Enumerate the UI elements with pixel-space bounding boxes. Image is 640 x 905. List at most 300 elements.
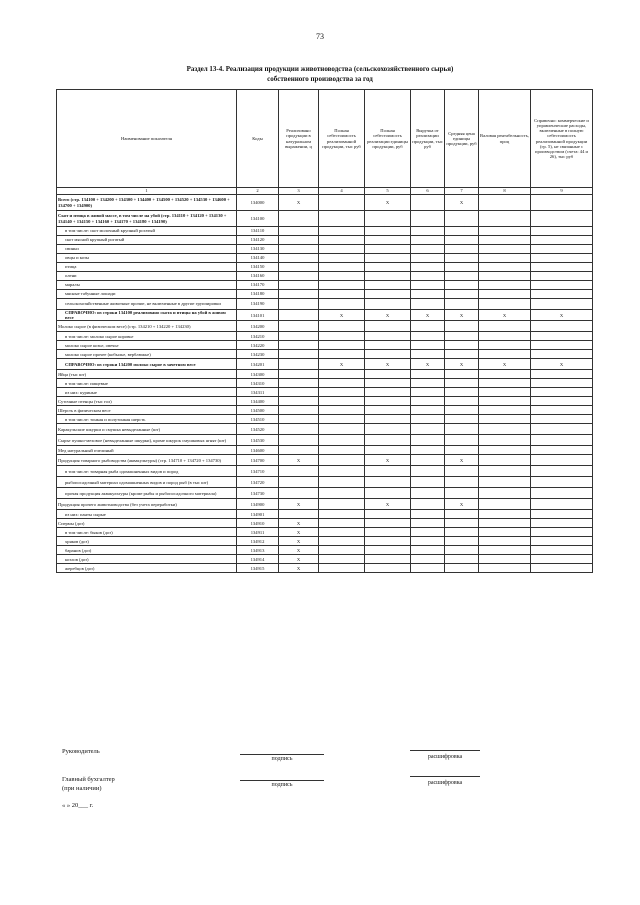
- value-cell[interactable]: [479, 564, 531, 573]
- value-cell[interactable]: [531, 455, 593, 466]
- value-cell[interactable]: [411, 341, 445, 350]
- value-cell[interactable]: [445, 424, 479, 435]
- value-cell[interactable]: [531, 350, 593, 359]
- row-code: 134700: [237, 455, 279, 466]
- value-cell[interactable]: [479, 397, 531, 406]
- value-cell[interactable]: [479, 477, 531, 488]
- head-label: Руководитель: [62, 748, 100, 755]
- value-cell[interactable]: [279, 254, 319, 263]
- value-cell[interactable]: [445, 379, 479, 388]
- value-cell[interactable]: [479, 435, 531, 446]
- value-cell[interactable]: [279, 350, 319, 359]
- value-cell[interactable]: [531, 546, 593, 555]
- value-cell[interactable]: [411, 435, 445, 446]
- value-cell[interactable]: [411, 537, 445, 546]
- accountant-sign-line[interactable]: [240, 780, 324, 781]
- value-cell[interactable]: [531, 415, 593, 424]
- value-cell[interactable]: [531, 388, 593, 397]
- table-row: [57, 477, 593, 488]
- table-row: [57, 263, 593, 272]
- value-cell: X: [531, 310, 593, 321]
- value-cell[interactable]: [365, 350, 411, 359]
- value-cell[interactable]: [365, 537, 411, 546]
- value-cell[interactable]: [319, 510, 365, 519]
- value-cell[interactable]: [479, 379, 531, 388]
- value-cell[interactable]: [279, 211, 319, 227]
- value-cell[interactable]: [445, 263, 479, 272]
- value-cell[interactable]: [531, 528, 593, 537]
- value-cell[interactable]: [445, 519, 479, 528]
- value-cell[interactable]: [445, 528, 479, 537]
- value-cell[interactable]: [479, 466, 531, 477]
- table-row: [57, 227, 593, 236]
- value-cell[interactable]: [479, 415, 531, 424]
- table-row: [57, 236, 593, 245]
- value-cell[interactable]: [531, 435, 593, 446]
- value-cell[interactable]: [319, 397, 365, 406]
- value-cell[interactable]: [319, 341, 365, 350]
- row-name: из них: панты сырые: [57, 510, 237, 519]
- value-cell[interactable]: [365, 406, 411, 415]
- value-cell[interactable]: [479, 299, 531, 310]
- table-row: [57, 488, 593, 499]
- value-cell[interactable]: [279, 370, 319, 379]
- value-cell[interactable]: [279, 341, 319, 350]
- value-cell[interactable]: [445, 254, 479, 263]
- value-cell[interactable]: [365, 227, 411, 236]
- value-cell[interactable]: [365, 263, 411, 272]
- value-cell[interactable]: [319, 519, 365, 528]
- row-code: 134300: [237, 370, 279, 379]
- value-cell[interactable]: [365, 299, 411, 310]
- value-cell[interactable]: [445, 537, 479, 546]
- row-code: 134520: [237, 424, 279, 435]
- value-cell[interactable]: [411, 499, 445, 510]
- value-cell[interactable]: [531, 555, 593, 564]
- value-cell[interactable]: [279, 245, 319, 254]
- value-cell[interactable]: [365, 332, 411, 341]
- value-cell[interactable]: [411, 415, 445, 424]
- value-cell[interactable]: [445, 388, 479, 397]
- value-cell[interactable]: [319, 446, 365, 455]
- date-line[interactable]: « » 20___ г.: [62, 802, 94, 809]
- value-cell[interactable]: [319, 245, 365, 254]
- value-cell[interactable]: [479, 341, 531, 350]
- value-cell[interactable]: [411, 477, 445, 488]
- value-cell[interactable]: [365, 510, 411, 519]
- value-cell[interactable]: [365, 281, 411, 290]
- value-cell[interactable]: [531, 466, 593, 477]
- value-cell[interactable]: [319, 379, 365, 388]
- row-name: хряков (доз): [57, 537, 237, 546]
- value-cell[interactable]: [319, 195, 365, 211]
- value-cell[interactable]: [411, 455, 445, 466]
- row-name: в том числе: скот молочный крупный рогатый: [57, 227, 237, 236]
- value-cell[interactable]: [445, 281, 479, 290]
- value-cell[interactable]: [319, 528, 365, 537]
- value-cell[interactable]: [279, 488, 319, 499]
- row-code: 134150: [237, 263, 279, 272]
- row-name: баранов (доз): [57, 546, 237, 555]
- value-cell[interactable]: [365, 528, 411, 537]
- value-cell[interactable]: [531, 227, 593, 236]
- header-unit-cost: Полная себестоимость реализации единицы продукции, руб: [365, 90, 411, 188]
- value-cell: X: [445, 455, 479, 466]
- value-cell[interactable]: [411, 379, 445, 388]
- value-cell[interactable]: [531, 519, 593, 528]
- value-cell[interactable]: [479, 272, 531, 281]
- row-code: 134140: [237, 254, 279, 263]
- table-row: [57, 359, 593, 370]
- row-name: птица: [57, 263, 237, 272]
- value-cell[interactable]: [479, 499, 531, 510]
- value-cell[interactable]: [279, 227, 319, 236]
- value-cell[interactable]: [411, 227, 445, 236]
- value-cell[interactable]: [319, 435, 365, 446]
- value-cell[interactable]: [279, 299, 319, 310]
- value-cell[interactable]: [479, 350, 531, 359]
- value-cell[interactable]: [279, 310, 319, 321]
- value-cell[interactable]: [411, 254, 445, 263]
- value-cell[interactable]: [531, 406, 593, 415]
- value-cell[interactable]: [411, 388, 445, 397]
- value-cell[interactable]: [411, 564, 445, 573]
- value-cell[interactable]: [479, 528, 531, 537]
- row-name: рыбопосадочный материал одомашненных видов и пород рыб (в тыс шт): [57, 477, 237, 488]
- value-cell[interactable]: [445, 397, 479, 406]
- value-cell[interactable]: [411, 528, 445, 537]
- row-code: 134160: [237, 272, 279, 281]
- value-cell[interactable]: [365, 321, 411, 332]
- table-row: [57, 519, 593, 528]
- value-cell[interactable]: [319, 466, 365, 477]
- value-cell[interactable]: [445, 227, 479, 236]
- value-cell[interactable]: [279, 321, 319, 332]
- value-cell[interactable]: [411, 332, 445, 341]
- value-cell[interactable]: [445, 488, 479, 499]
- value-cell[interactable]: [531, 424, 593, 435]
- value-cell[interactable]: [479, 424, 531, 435]
- head-decode-line[interactable]: [410, 750, 480, 751]
- value-cell[interactable]: [531, 341, 593, 350]
- value-cell[interactable]: [365, 290, 411, 299]
- value-cell[interactable]: [531, 397, 593, 406]
- value-cell[interactable]: [531, 379, 593, 388]
- value-cell[interactable]: [365, 466, 411, 477]
- value-cell[interactable]: [445, 245, 479, 254]
- value-cell[interactable]: [411, 519, 445, 528]
- row-name: сельскохозяйственные животные прочие, не включенные в другие группировки: [57, 299, 237, 310]
- row-code: 134911: [237, 528, 279, 537]
- value-cell[interactable]: [411, 466, 445, 477]
- value-cell[interactable]: [479, 519, 531, 528]
- value-cell[interactable]: [479, 510, 531, 519]
- value-cell[interactable]: [365, 341, 411, 350]
- value-cell[interactable]: [479, 555, 531, 564]
- value-cell[interactable]: [365, 254, 411, 263]
- value-cell[interactable]: [411, 488, 445, 499]
- value-cell[interactable]: [531, 299, 593, 310]
- column-number: 6: [411, 188, 445, 195]
- value-cell[interactable]: [319, 281, 365, 290]
- value-cell[interactable]: [411, 321, 445, 332]
- value-cell[interactable]: [531, 510, 593, 519]
- value-cell[interactable]: [319, 477, 365, 488]
- value-cell[interactable]: [445, 406, 479, 415]
- value-cell[interactable]: [531, 245, 593, 254]
- value-cell[interactable]: [279, 379, 319, 388]
- table-row: [57, 466, 593, 477]
- value-cell[interactable]: [365, 236, 411, 245]
- value-cell: X: [279, 555, 319, 564]
- value-cell[interactable]: [319, 370, 365, 379]
- value-cell[interactable]: [445, 555, 479, 564]
- value-cell[interactable]: [445, 321, 479, 332]
- row-code: 134400: [237, 397, 279, 406]
- value-cell[interactable]: [445, 564, 479, 573]
- value-cell[interactable]: [319, 499, 365, 510]
- value-cell[interactable]: [279, 446, 319, 455]
- value-cell[interactable]: [411, 195, 445, 211]
- value-cell[interactable]: [365, 564, 411, 573]
- value-cell[interactable]: [279, 236, 319, 245]
- value-cell[interactable]: [365, 397, 411, 406]
- value-cell[interactable]: [445, 466, 479, 477]
- value-cell[interactable]: [531, 254, 593, 263]
- value-cell[interactable]: [279, 359, 319, 370]
- value-cell[interactable]: [365, 211, 411, 227]
- value-cell[interactable]: [319, 350, 365, 359]
- row-code: 134100: [237, 211, 279, 227]
- value-cell[interactable]: [319, 424, 365, 435]
- value-cell[interactable]: [411, 370, 445, 379]
- value-cell[interactable]: [319, 272, 365, 281]
- value-cell[interactable]: [411, 272, 445, 281]
- header-avg-price: Средняя цена единицы продукции, руб: [445, 90, 479, 188]
- row-name: овцы и козы: [57, 254, 237, 263]
- value-cell[interactable]: [319, 211, 365, 227]
- row-code: 134710: [237, 466, 279, 477]
- value-cell[interactable]: [479, 370, 531, 379]
- value-cell[interactable]: [411, 406, 445, 415]
- value-cell[interactable]: [411, 245, 445, 254]
- value-cell[interactable]: [279, 272, 319, 281]
- value-cell[interactable]: [445, 350, 479, 359]
- value-cell[interactable]: [479, 537, 531, 546]
- value-cell[interactable]: [411, 546, 445, 555]
- row-name: в том числе: молоко сырое коровье: [57, 332, 237, 341]
- value-cell[interactable]: [479, 227, 531, 236]
- value-cell[interactable]: [319, 488, 365, 499]
- page-number: 73: [316, 32, 324, 41]
- value-cell[interactable]: [445, 477, 479, 488]
- value-cell[interactable]: [279, 477, 319, 488]
- value-cell[interactable]: [279, 397, 319, 406]
- value-cell[interactable]: [531, 281, 593, 290]
- row-code: 134201: [237, 359, 279, 370]
- value-cell[interactable]: [531, 537, 593, 546]
- value-cell[interactable]: [479, 455, 531, 466]
- value-cell[interactable]: [365, 379, 411, 388]
- value-cell[interactable]: [411, 263, 445, 272]
- value-cell[interactable]: [411, 236, 445, 245]
- value-cell[interactable]: [531, 370, 593, 379]
- value-cell[interactable]: [279, 466, 319, 477]
- value-cell[interactable]: [445, 290, 479, 299]
- value-cell[interactable]: [319, 263, 365, 272]
- value-cell[interactable]: [531, 332, 593, 341]
- value-cell[interactable]: [365, 272, 411, 281]
- value-cell[interactable]: [479, 211, 531, 227]
- row-code: 134912: [237, 537, 279, 546]
- section-title-line-2: собственного производства за год: [267, 75, 373, 83]
- row-name: маралы: [57, 281, 237, 290]
- value-cell[interactable]: [319, 564, 365, 573]
- value-cell[interactable]: [319, 537, 365, 546]
- accountant-decode-line[interactable]: [410, 776, 480, 777]
- value-cell[interactable]: [319, 546, 365, 555]
- value-cell[interactable]: [279, 263, 319, 272]
- value-cell[interactable]: [445, 299, 479, 310]
- value-cell[interactable]: [279, 388, 319, 397]
- value-cell[interactable]: [365, 415, 411, 424]
- value-cell: X: [365, 499, 411, 510]
- value-cell[interactable]: [531, 263, 593, 272]
- value-cell[interactable]: [279, 406, 319, 415]
- table-row: [57, 537, 593, 546]
- value-cell[interactable]: [531, 499, 593, 510]
- value-cell[interactable]: [365, 555, 411, 564]
- value-cell[interactable]: [445, 446, 479, 455]
- value-cell[interactable]: [365, 546, 411, 555]
- value-cell[interactable]: [279, 290, 319, 299]
- value-cell[interactable]: [319, 555, 365, 564]
- value-cell[interactable]: [319, 290, 365, 299]
- value-cell[interactable]: [365, 519, 411, 528]
- value-cell[interactable]: [279, 435, 319, 446]
- value-cell[interactable]: [445, 211, 479, 227]
- value-cell[interactable]: [411, 211, 445, 227]
- value-cell[interactable]: [319, 299, 365, 310]
- value-cell[interactable]: [411, 290, 445, 299]
- table-row: [57, 379, 593, 388]
- value-cell[interactable]: [365, 388, 411, 397]
- value-cell[interactable]: [279, 510, 319, 519]
- value-cell[interactable]: [411, 510, 445, 519]
- row-code: 134310: [237, 379, 279, 388]
- table-row: [57, 254, 593, 263]
- value-cell[interactable]: [319, 415, 365, 424]
- value-cell[interactable]: [479, 406, 531, 415]
- value-cell[interactable]: [445, 236, 479, 245]
- value-cell[interactable]: [319, 254, 365, 263]
- value-cell[interactable]: [445, 341, 479, 350]
- value-cell[interactable]: [479, 195, 531, 211]
- table-row: [57, 388, 593, 397]
- row-name: Суточные птенцы (тыс гол): [57, 397, 237, 406]
- value-cell[interactable]: [445, 510, 479, 519]
- value-cell[interactable]: [411, 446, 445, 455]
- table-row: [57, 332, 593, 341]
- value-cell[interactable]: [531, 290, 593, 299]
- value-cell[interactable]: [365, 435, 411, 446]
- value-cell[interactable]: [531, 321, 593, 332]
- value-cell[interactable]: [479, 290, 531, 299]
- value-cell[interactable]: [479, 254, 531, 263]
- value-cell[interactable]: [445, 546, 479, 555]
- head-sign-line[interactable]: [240, 754, 324, 755]
- value-cell[interactable]: [411, 299, 445, 310]
- value-cell[interactable]: [319, 321, 365, 332]
- value-cell[interactable]: [445, 332, 479, 341]
- value-cell[interactable]: [279, 281, 319, 290]
- value-cell[interactable]: [411, 281, 445, 290]
- value-cell[interactable]: [279, 332, 319, 341]
- value-cell[interactable]: [365, 477, 411, 488]
- value-cell[interactable]: [531, 236, 593, 245]
- value-cell[interactable]: [531, 477, 593, 488]
- value-cell[interactable]: [411, 350, 445, 359]
- table-row: [57, 299, 593, 310]
- value-cell[interactable]: [531, 564, 593, 573]
- value-cell[interactable]: [445, 415, 479, 424]
- value-cell[interactable]: [445, 272, 479, 281]
- value-cell[interactable]: [365, 245, 411, 254]
- value-cell[interactable]: [365, 446, 411, 455]
- value-cell[interactable]: [479, 546, 531, 555]
- value-cell: X: [365, 195, 411, 211]
- value-cell[interactable]: [319, 388, 365, 397]
- value-cell[interactable]: [365, 488, 411, 499]
- value-cell[interactable]: [479, 446, 531, 455]
- value-cell[interactable]: [319, 332, 365, 341]
- value-cell[interactable]: [479, 321, 531, 332]
- value-cell[interactable]: [365, 424, 411, 435]
- table-row: [57, 195, 593, 211]
- value-cell[interactable]: [319, 455, 365, 466]
- value-cell[interactable]: [479, 236, 531, 245]
- value-cell[interactable]: [445, 370, 479, 379]
- value-cell[interactable]: [479, 245, 531, 254]
- row-name: из них: куриные: [57, 388, 237, 397]
- value-cell[interactable]: [531, 446, 593, 455]
- table-row: [57, 424, 593, 435]
- value-cell[interactable]: [531, 211, 593, 227]
- value-cell[interactable]: [479, 488, 531, 499]
- value-cell[interactable]: [531, 272, 593, 281]
- value-cell[interactable]: [479, 263, 531, 272]
- value-cell: X: [445, 310, 479, 321]
- row-code: 134530: [237, 435, 279, 446]
- value-cell[interactable]: [279, 424, 319, 435]
- value-cell[interactable]: [365, 370, 411, 379]
- value-cell[interactable]: [411, 397, 445, 406]
- value-cell[interactable]: [411, 555, 445, 564]
- value-cell[interactable]: [319, 227, 365, 236]
- value-cell[interactable]: [479, 388, 531, 397]
- value-cell[interactable]: [319, 236, 365, 245]
- value-cell[interactable]: [279, 415, 319, 424]
- signature-block: [62, 744, 582, 824]
- value-cell[interactable]: [445, 435, 479, 446]
- value-cell[interactable]: [411, 424, 445, 435]
- value-cell[interactable]: [531, 488, 593, 499]
- value-cell[interactable]: [479, 281, 531, 290]
- value-cell[interactable]: [319, 406, 365, 415]
- value-cell[interactable]: [479, 332, 531, 341]
- row-name: Мед натуральный пчелиный: [57, 446, 237, 455]
- value-cell[interactable]: [531, 195, 593, 211]
